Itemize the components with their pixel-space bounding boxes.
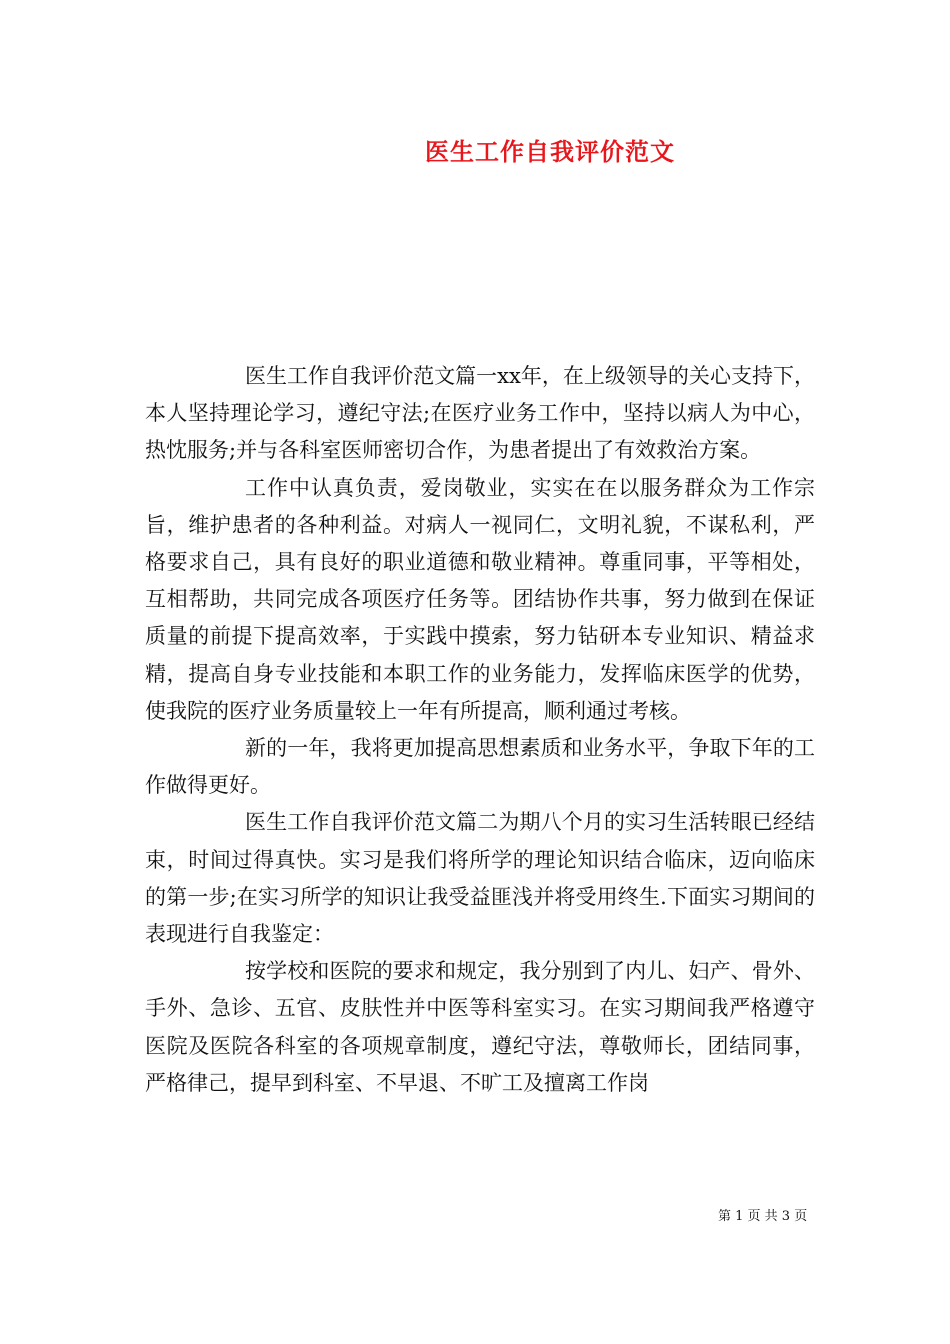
document-body (145, 358, 815, 1102)
paragraph: 按学校和医院的要求和规定，我分别到了内儿、妇产、骨外、手外、急诊、五官、皮肤性并中医等科室实习。在实习期间我严格遵守医院及医院各科室的各项规章制度，遵纪守法，尊敬师长，团结同事，严格律己，提早到科室、不早退、不旷工及擅离工作岗 (145, 959, 815, 1095)
paragraph: 工作中认真负责，爱岗敬业，实实在在以服务群众为工作宗旨，维护患者的各种利益。对病人一视同仁，文明礼貌，不谋私利，严格要求自己，具有良好的职业道德和敬业精神。尊重同事，平等相处，互相帮助，共同完成各项医疗任务等。团结协作共事，努力做到在保证质量的前提下提高效率，于实践中摸索，努力钻研本专业知识、精益求精，提高自身专业技能和本职工作的业务能力，发挥临床医学的优势，使我院的医疗业务质量较上一年有所提高，顺利通过考核。 (145, 475, 815, 723)
paragraph: 新的一年，我将更加提高思想素质和业务水平，争取下年的工作做得更好。 (145, 736, 815, 798)
paragraph: 医生工作自我评价范文篇一xx年，在上级领导的关心支持下，本人坚持理论学习，遵纪守法;在医疗业务工作中，坚持以病人为中心，热忱服务;并与各科室医师密切合作，为患者提出了有效救治方案。 (145, 364, 815, 463)
document-title: 医生工作自我评价范文 (425, 138, 675, 166)
paragraph: 医生工作自我评价范文篇二为期八个月的实习生活转眼已经结束，时间过得真快。实习是我们将所学的理论知识结合临床，迈向临床的第一步;在实习所学的知识让我受益匪浅并将受用终生.下面实习期间的表现进行自我鉴定： (145, 810, 815, 947)
page-number-footer: 第 1 页 共 3 页 (718, 1209, 808, 1224)
